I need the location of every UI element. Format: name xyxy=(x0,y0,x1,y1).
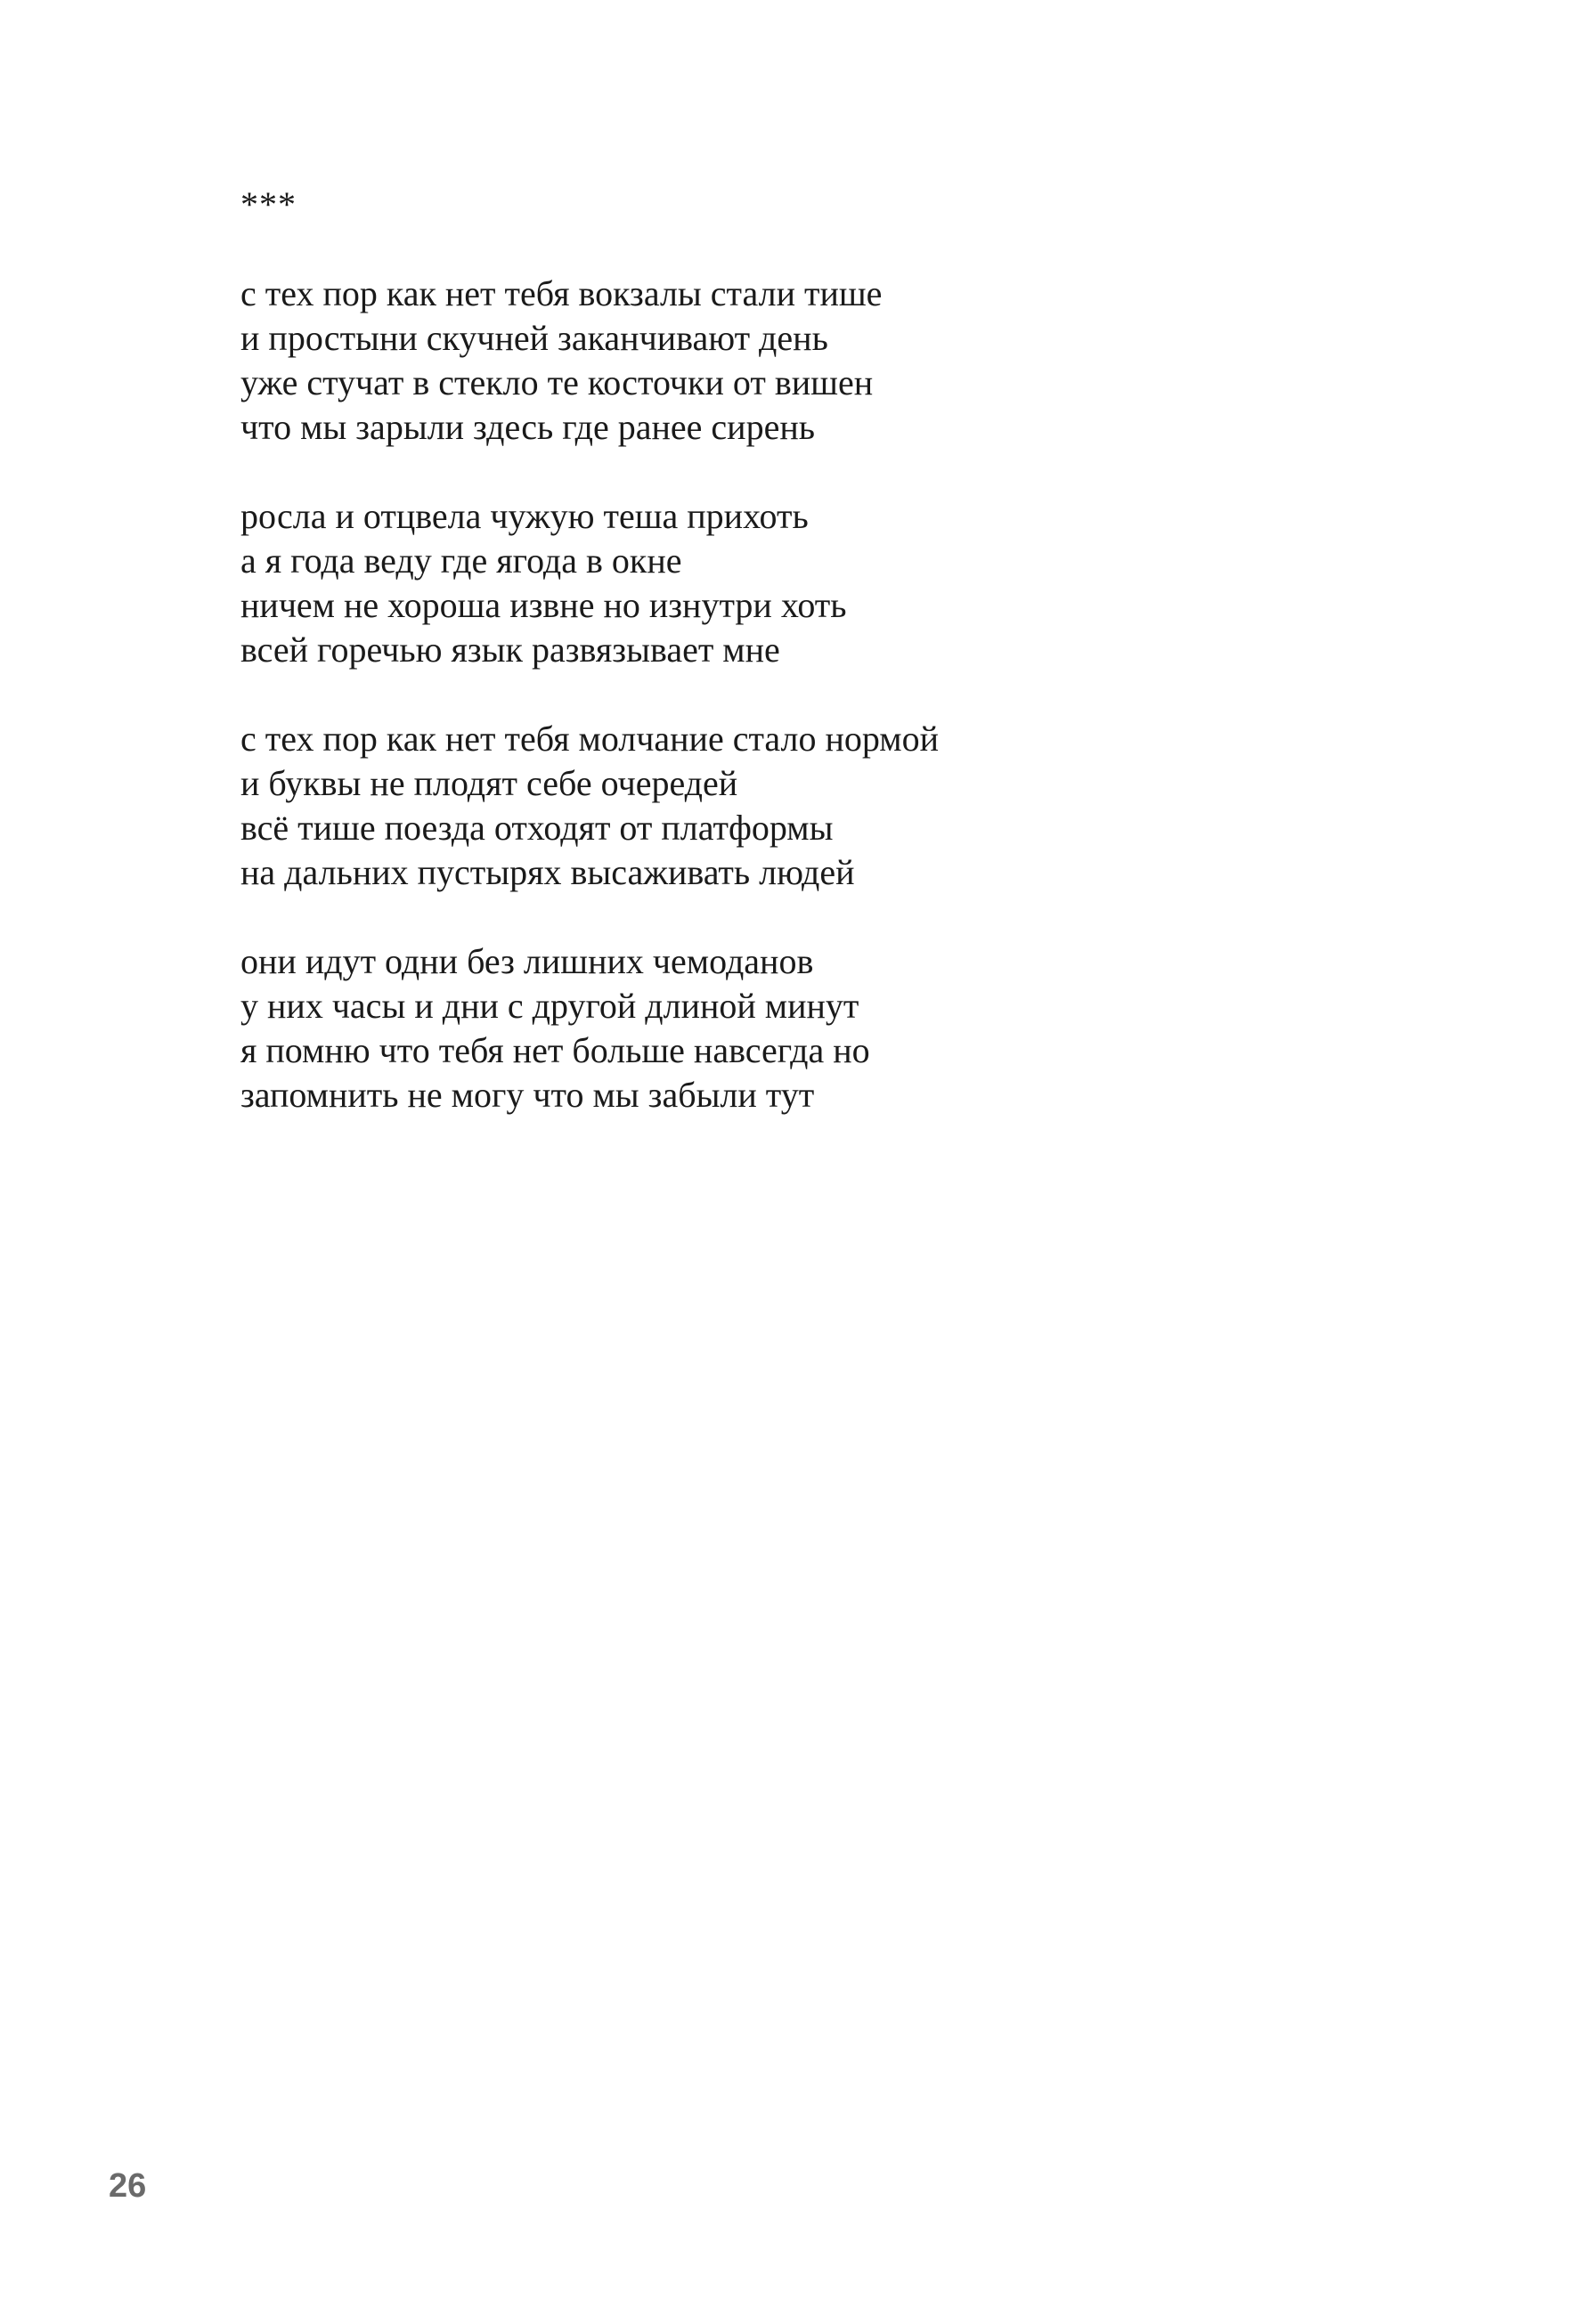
section-separator: *** xyxy=(240,184,297,224)
poem-line: у них часы и дни с другой длиной минут xyxy=(240,986,859,1026)
poem xyxy=(240,183,1443,1162)
poem-line: и буквы не плодят себе очередей xyxy=(240,763,738,803)
poem-line: росла и отцвела чужую теша прихоть xyxy=(240,496,809,536)
poem-line: что мы зарыли здесь где ранее сирень xyxy=(240,407,815,447)
poem-line: запомнить не могу что мы забыли тут xyxy=(240,1075,815,1115)
poem-line: они идут одни без лишних чемоданов xyxy=(240,941,814,981)
stanza xyxy=(240,494,1443,672)
poem-line: всё тише поезда отходят от платформы xyxy=(240,808,834,848)
poem-line: с тех пор как нет тебя вокзалы стали тише xyxy=(240,273,883,313)
poem-line: на дальних пустырях высаживать людей xyxy=(240,852,855,892)
poem-line: а я года веду где ягода в окне xyxy=(240,540,682,581)
poem-line: я помню что тебя нет больше навсегда но xyxy=(240,1030,870,1070)
page-number: 26 xyxy=(109,2167,147,2205)
poem-line: всей горечью язык развязывает мне xyxy=(240,630,780,670)
stanza xyxy=(240,717,1443,895)
stanza xyxy=(240,272,1443,450)
poem-line: ничем не хороша извне но изнутри хоть xyxy=(240,585,847,625)
poem-line: с тех пор как нет тебя молчание стало нормой xyxy=(240,719,940,759)
poem-line: и простыни скучней заканчивают день xyxy=(240,318,828,358)
poem-line: уже стучат в стекло те косточки от вишен xyxy=(240,362,874,402)
stanza xyxy=(240,939,1443,1117)
